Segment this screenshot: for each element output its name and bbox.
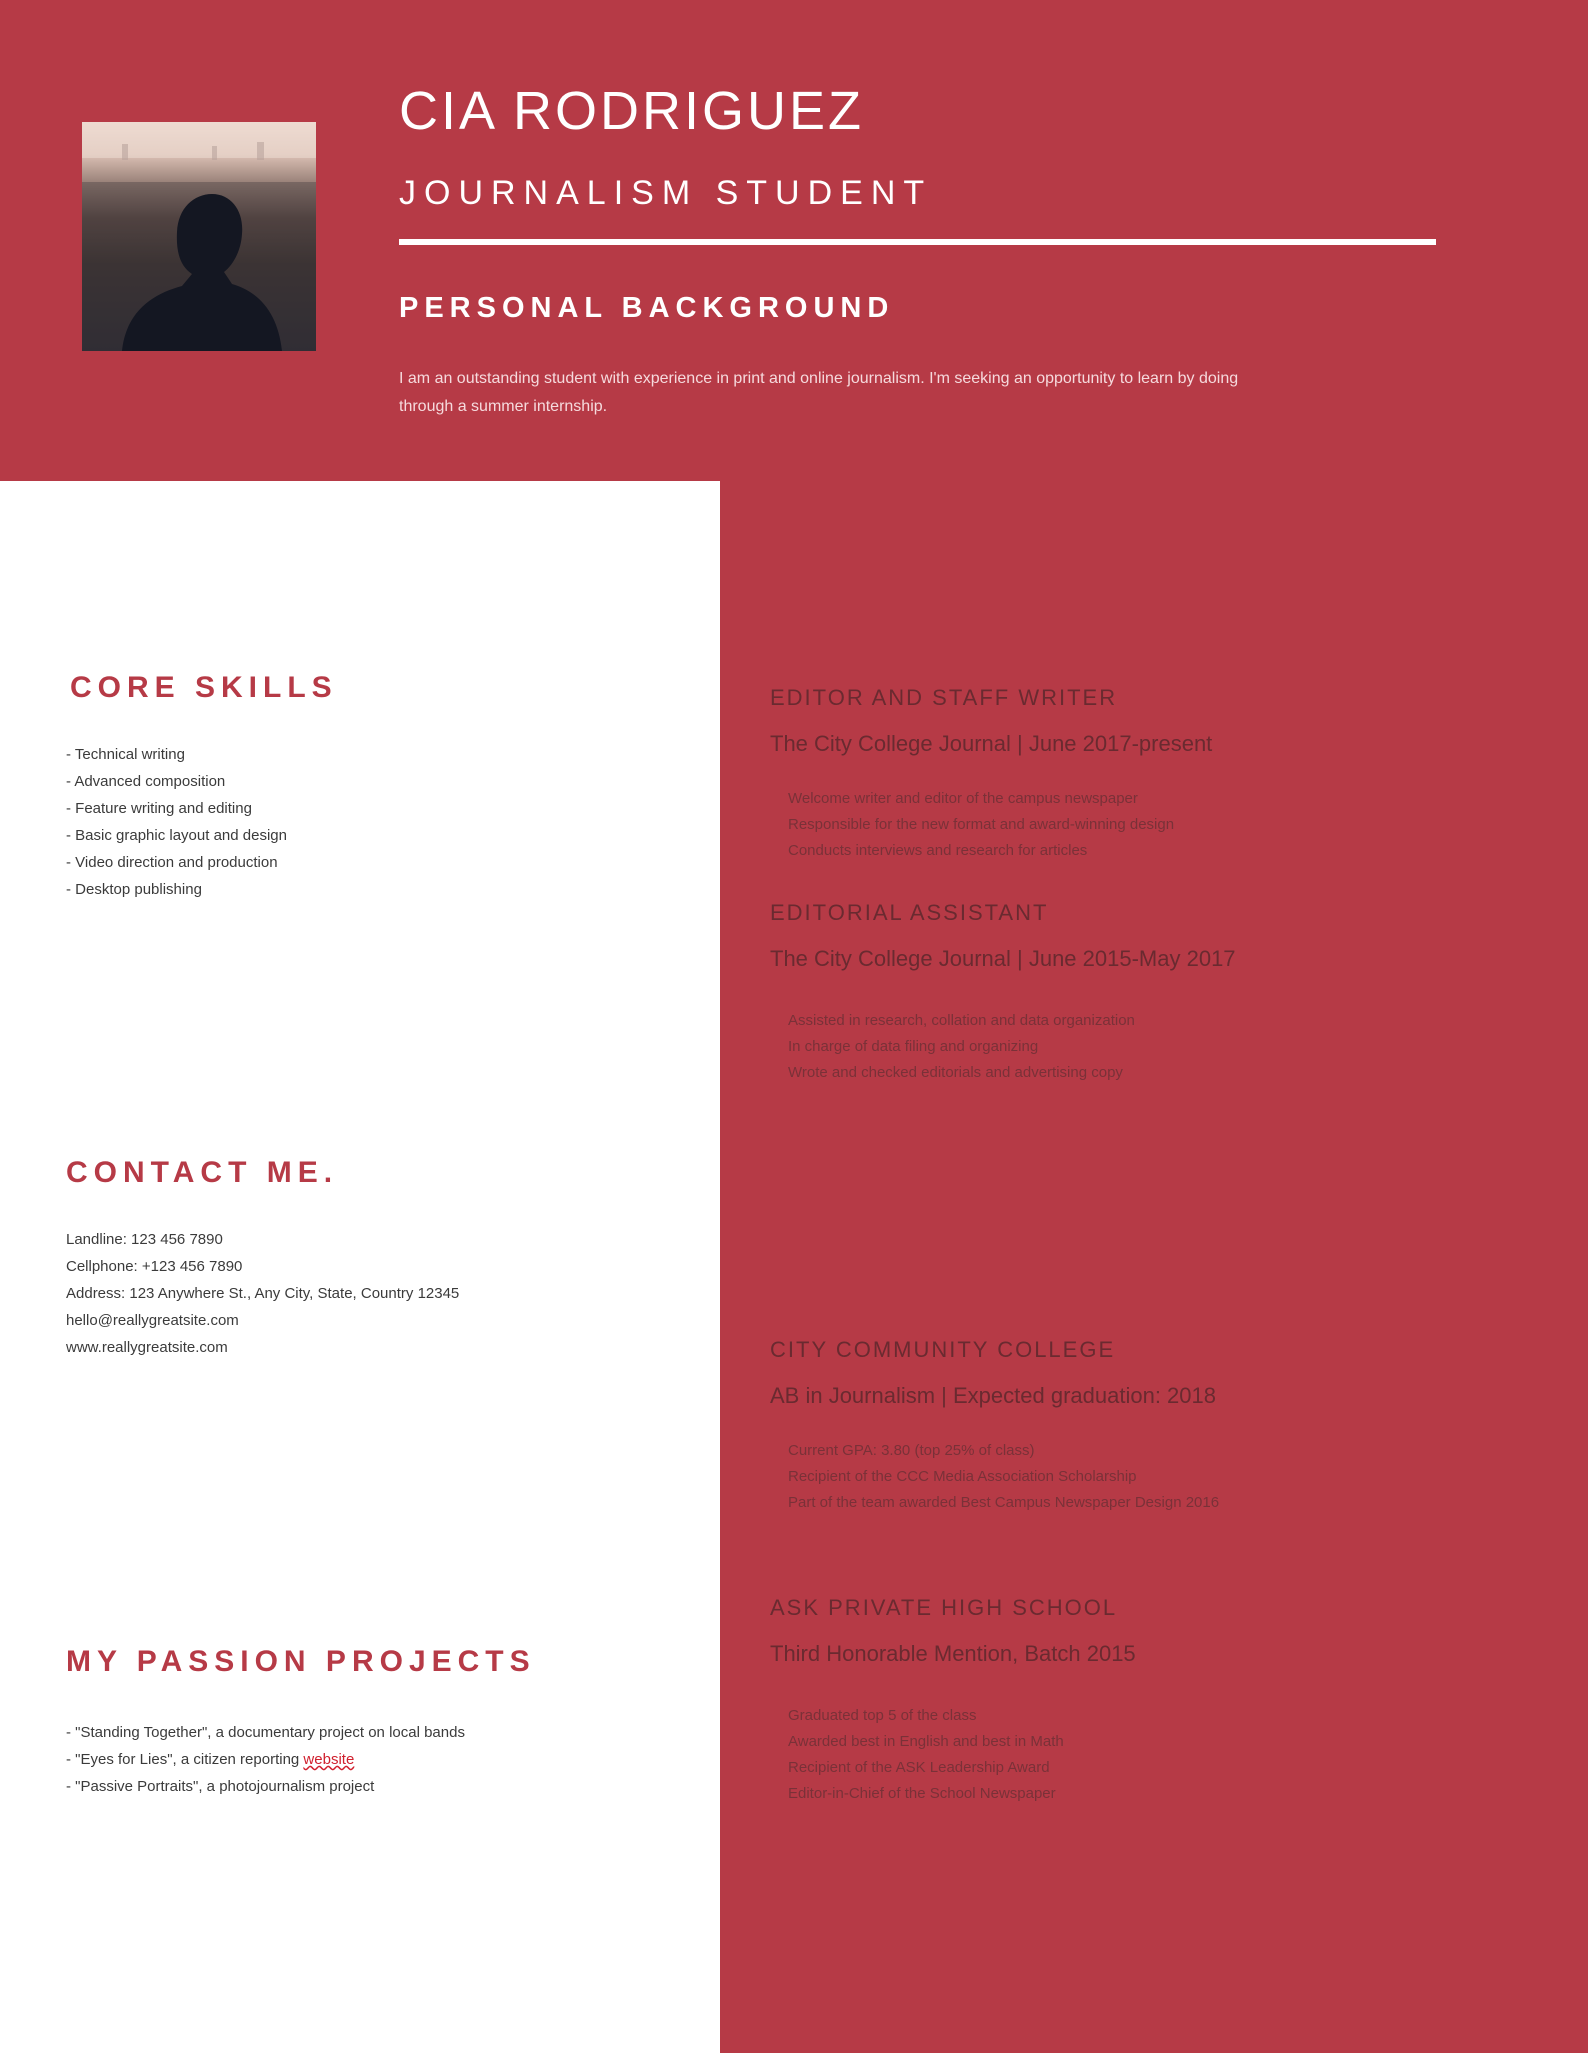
list-item: - Desktop publishing (66, 881, 202, 898)
list-item: Editor-in-Chief of the School Newspaper (788, 1785, 1056, 1802)
project-text: - "Standing Together", a documentary project on local bands (66, 1724, 465, 1741)
profile-photo (82, 122, 316, 351)
candidate-role: JOURNALISM STUDENT (399, 174, 933, 212)
project-text: - "Eyes for Lies", a citizen reporting (66, 1751, 304, 1768)
education-1-subtitle: AB in Journalism | Expected graduation: 2018 (770, 1383, 1216, 1408)
list-item: Graduated top 5 of the class (788, 1707, 977, 1724)
experience-1-title: EDITOR AND STAFF WRITER (770, 685, 1118, 710)
education-2-bullets (788, 1703, 1064, 1807)
list-item: Conducts interviews and research for articles (788, 842, 1088, 859)
contact-address: Address: 123 Anywhere St., Any City, State, Country 12345 (66, 1285, 460, 1302)
personal-background-text: I am an outstanding student with experience in print and online journalism. I'm seeking an opportunity to learn by doing through a summer internship. (399, 370, 1239, 415)
list-item: Part of the team awarded Best Campus Newspaper Design 2016 (788, 1494, 1220, 1511)
spellcheck-underline: website (303, 1751, 355, 1768)
list-item: Current GPA: 3.80 (top 25% of class) (788, 1442, 1035, 1459)
list-item: Responsible for the new format and award-winning design (788, 816, 1175, 833)
experience-1-subtitle: The City College Journal | June 2017-present (770, 731, 1213, 756)
education-2-title: ASK PRIVATE HIGH SCHOOL (770, 1595, 1118, 1620)
list-item: Welcome writer and editor of the campus newspaper (788, 790, 1138, 807)
person-silhouette-icon (82, 122, 316, 351)
contact-list (66, 1226, 459, 1361)
personal-background-heading: PERSONAL BACKGROUND (399, 292, 895, 324)
contact-heading: CONTACT ME. (66, 1156, 339, 1189)
list-item: - Technical writing (66, 746, 185, 763)
experience-2-title: EDITORIAL ASSISTANT (770, 900, 1049, 925)
list-item (66, 1773, 465, 1800)
list-item: Recipient of the ASK Leadership Award (788, 1759, 1050, 1776)
contact-website: www.reallygreatsite.com (66, 1339, 228, 1356)
passion-projects-list (66, 1719, 465, 1800)
education-1-title: CITY COMMUNITY COLLEGE (770, 1337, 1116, 1362)
list-item: - Advanced composition (66, 773, 226, 790)
education-2-subtitle: Third Honorable Mention, Batch 2015 (770, 1641, 1136, 1666)
list-item: Wrote and checked editorials and advertising copy (788, 1064, 1123, 1081)
project-text: - "Passive Portraits", a photojournalism project (66, 1778, 375, 1795)
list-item: In charge of data filing and organizing (788, 1038, 1039, 1055)
core-skills-heading: CORE SKILLS (70, 671, 338, 704)
header-divider (399, 239, 1436, 245)
education-1-bullets (788, 1438, 1219, 1516)
list-item (66, 1746, 465, 1773)
candidate-name: CIA RODRIGUEZ (399, 81, 865, 141)
list-item: - Feature writing and editing (66, 800, 252, 817)
passion-projects-heading: MY PASSION PROJECTS (66, 1645, 536, 1678)
experience-2-bullets (788, 1008, 1135, 1086)
contact-cellphone: Cellphone: +123 456 7890 (66, 1258, 243, 1275)
right-column-band (720, 481, 1588, 2053)
list-item: Assisted in research, collation and data organization (788, 1012, 1135, 1029)
list-item: - Basic graphic layout and design (66, 827, 287, 844)
experience-2-subtitle: The City College Journal | June 2015-May 2017 (770, 946, 1236, 971)
list-item: Awarded best in English and best in Math (788, 1733, 1064, 1750)
list-item: Recipient of the CCC Media Association Scholarship (788, 1468, 1137, 1485)
list-item (66, 1719, 465, 1746)
experience-1-bullets (788, 786, 1174, 864)
contact-landline: Landline: 123 456 7890 (66, 1231, 223, 1248)
contact-email: hello@reallygreatsite.com (66, 1312, 239, 1329)
core-skills-list (66, 741, 287, 903)
list-item: - Video direction and production (66, 854, 278, 871)
